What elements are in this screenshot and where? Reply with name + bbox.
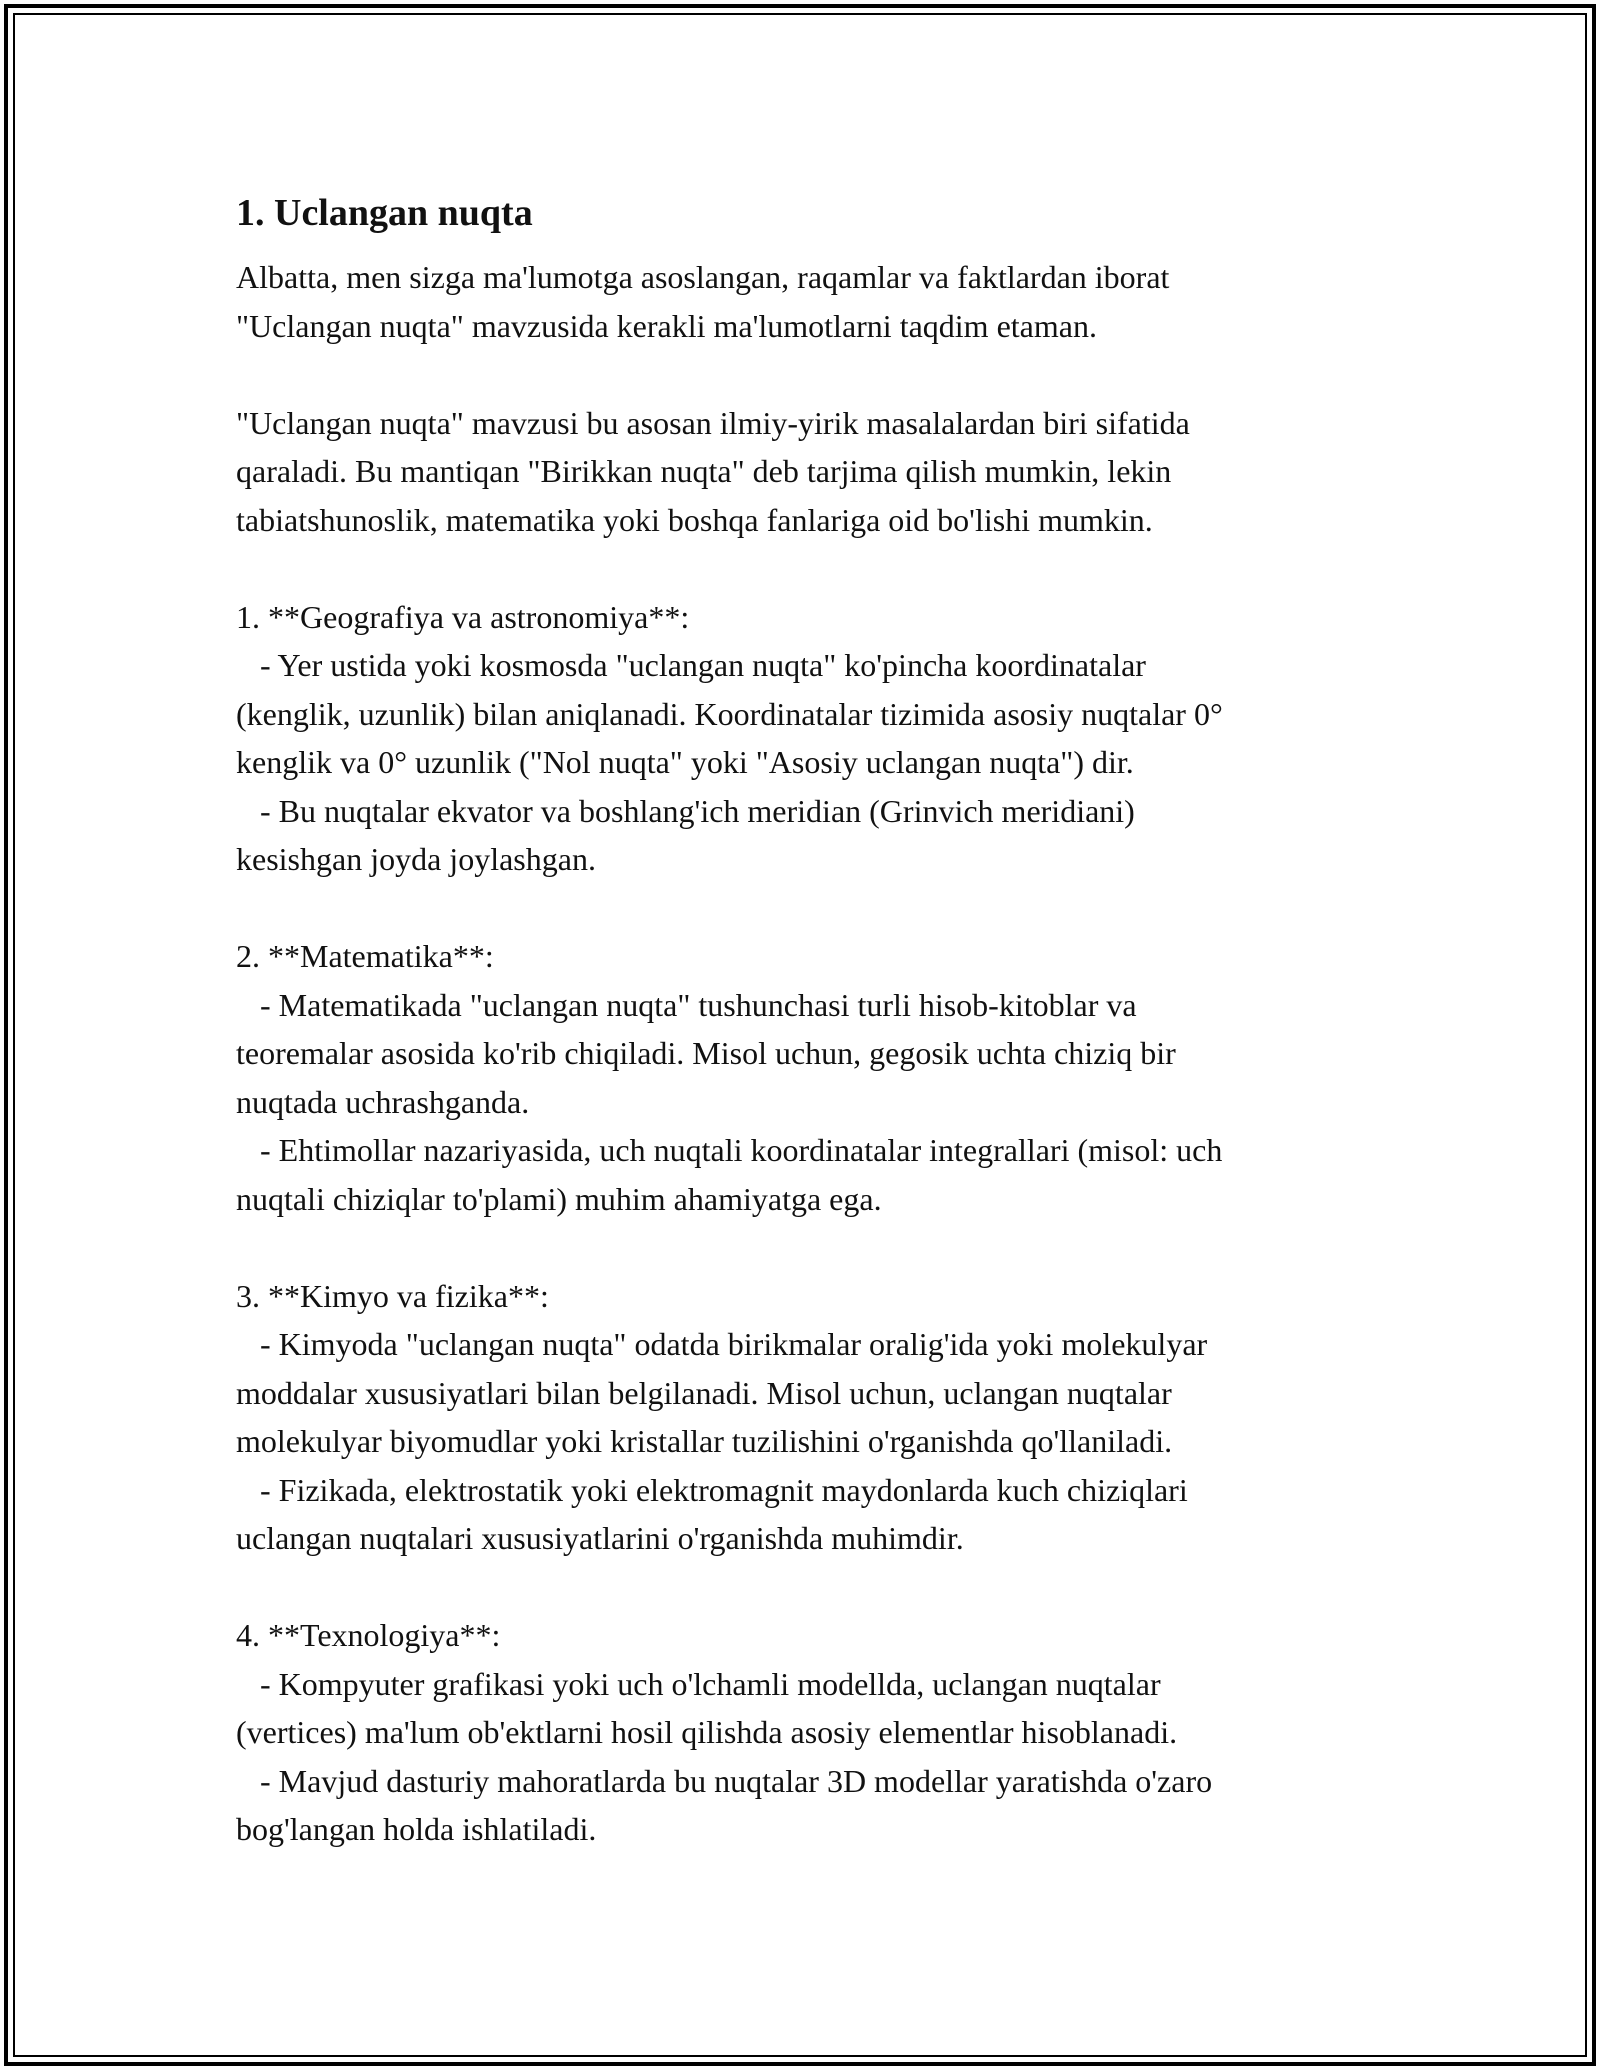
document-text (236, 253, 1376, 1854)
text-line: qaraladi. Bu mantiqan "Birikkan nuqta" deb tarjima qilish mumkin, lekin (236, 453, 1172, 489)
text-line (236, 1563, 1376, 1612)
text-line (236, 350, 1376, 399)
text-line: - Mavjud dasturiy mahoratlarda bu nuqtalar 3D modellar yaratishda o'zaro (236, 1762, 1213, 1799)
text-line: nuqtali chiziqlar to'plami) muhim ahamiyatga ega. (236, 1180, 882, 1217)
text-line: - Yer ustida yoki kosmosda "uclangan nuqta" ko'pincha koordinatalar (236, 647, 1146, 683)
text-line: moddalar xususiyatlari bilan belgilanadi. Misol uchun, uclangan nuqtalar (236, 1374, 1172, 1411)
text-line: - Kompyuter grafikasi yoki uch o'lchamli modellda, uclangan nuqtalar (236, 1665, 1161, 1702)
text-line: - Bu nuqtalar ekvator va boshlang'ich meridian (Grinvich meridiani) (236, 792, 1135, 829)
text-line: molekulyar biyomudlar yoki kristallar tuzilishini o'rganishda qo'llaniladi. (236, 1423, 1173, 1459)
text-line: - Kimyoda "uclangan nuqta" odatda birikmalar oralig'ida yoki molekulyar (236, 1326, 1208, 1362)
text-line: 2. **Matematika**: (236, 938, 494, 974)
text-line: nuqtada uchrashganda. (236, 1083, 530, 1120)
text-line: (kenglik, uzunlik) bilan aniqlanadi. Koordinatalar tizimida asosiy nuqtalar 0° (236, 695, 1223, 732)
text-line: "Uclangan nuqta" mavzusida kerakli ma'lumotlarni taqdim etaman. (236, 307, 1097, 344)
text-line: Albatta, men sizga ma'lumotga asoslangan, raqamlar va faktlardan iborat (236, 259, 1170, 295)
text-line: 1. **Geografiya va astronomiya**: (236, 598, 690, 635)
text-line: bog'langan holda ishlatiladi. (236, 1811, 597, 1847)
text-line: - Ehtimollar nazariyasida, uch nuqtali koordinatalar integrallari (misol: uch (236, 1132, 1223, 1168)
text-line: 4. **Texnologiya**: (236, 1617, 501, 1653)
text-line: - Fizikada, elektrostatik yoki elektromagnit maydonlarda kuch chiziqlari (236, 1471, 1188, 1508)
text-line: uclangan nuqtalari xususiyatlarini o'rganishda muhimdir. (236, 1520, 964, 1556)
text-line: - Matematikada "uclangan nuqta" tushunchasi turli hisob-kitoblar va (236, 986, 1137, 1023)
document-title: 1. Uclangan nuqta (236, 192, 533, 234)
text-line: (vertices) ma'lum ob'ektlarni hosil qilishda asosiy elementlar hisoblanadi. (236, 1714, 1178, 1750)
document-body (236, 185, 1376, 1854)
text-line: kenglik va 0° uzunlik ("Nol nuqta" yoki "Asosiy uclangan nuqta") dir. (236, 744, 1134, 780)
text-line: teoremalar asosida ko'rib chiqiladi. Misol uchun, gegosik uchta chiziq bir (236, 1035, 1176, 1071)
text-line: 3. **Kimyo va fizika**: (236, 1277, 549, 1314)
text-line: tabiatshunoslik, matematika yoki boshqa fanlariga oid bo'lishi mumkin. (236, 501, 1153, 538)
text-line (236, 1223, 1376, 1272)
text-line: "Uclangan nuqta" mavzusi bu asosan ilmiy-yirik masalalardan biri sifatida (236, 404, 1190, 441)
text-line (236, 544, 1376, 593)
text-line (236, 884, 1376, 933)
text-line: kesishgan joyda joylashgan. (236, 841, 596, 877)
